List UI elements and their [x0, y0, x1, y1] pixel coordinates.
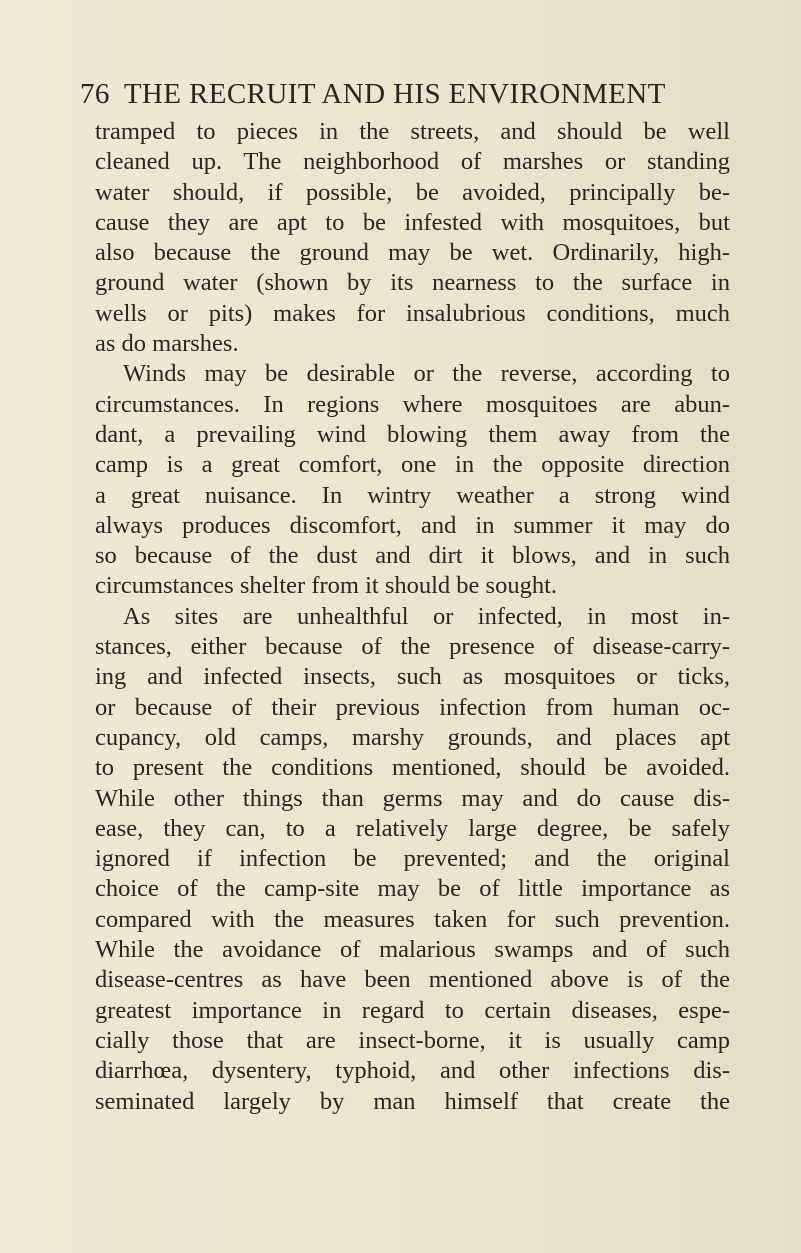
text-line: cleaned up. The neighborhood of marshes or standing — [95, 148, 730, 176]
text-line: disease-centres as have been mentioned above is of the — [95, 966, 730, 994]
text-line: While the avoidance of malarious swamps and of such — [95, 936, 730, 964]
text-line: tramped to pieces in the streets, and should be well — [95, 118, 730, 145]
running-title: THE RECRUIT AND HIS ENVIRONMENT — [123, 78, 666, 110]
text-line: cause they are apt to be infested with mosquitoes, but — [95, 208, 730, 236]
text-line: While other things than germs may and do cause dis- — [95, 784, 730, 812]
body-text — [95, 117, 730, 1117]
text-line: ease, they can, to a relatively large degree, be safely — [95, 814, 730, 842]
text-line: cupancy, old camps, marshy grounds, and places apt — [95, 723, 730, 751]
text-line: as do marshes. — [95, 330, 239, 358]
text-line: so because of the dust and dirt it blows, and in such — [95, 542, 730, 570]
text-line: As sites are unhealthful or infected, in most in- — [123, 602, 730, 630]
page-number: 76 — [80, 78, 110, 110]
text-line: or because of their previous infection from human oc- — [95, 693, 730, 721]
text-line: diarrhœa, dysentery, typhoid, and other infections dis- — [95, 1057, 730, 1085]
text-line: compared with the measures taken for such prevention. — [95, 905, 730, 933]
text-line: water should, if possible, be avoided, principally be- — [95, 178, 730, 206]
text-line: choice of the camp-site may be of little importance as — [95, 875, 730, 903]
running-head — [80, 78, 730, 111]
text-line: stances, either because of the presence of disease-carry- — [95, 633, 730, 661]
text-line: ground water (shown by its nearness to the surface in — [95, 269, 730, 297]
text-line: ing and infected insects, such as mosquitoes or ticks, — [95, 663, 730, 691]
text-line: Winds may be desirable or the reverse, according to — [123, 360, 730, 388]
text-line: greatest importance in regard to certain diseases, espe- — [95, 996, 730, 1024]
text-line: always produces discomfort, and in summer it may do — [95, 511, 730, 539]
text-line: a great nuisance. In wintry weather a strong wind — [95, 481, 730, 509]
text-line: circumstances. In regions where mosquitoes are abun- — [95, 390, 730, 418]
text-line: dant, a prevailing wind blowing them away from the — [95, 420, 730, 448]
text-line: camp is a great comfort, one in the opposite direction — [95, 451, 730, 479]
text-line: cially those that are insect-borne, it is usually camp — [95, 1026, 730, 1054]
text-line: seminated largely by man himself that create the — [95, 1087, 730, 1115]
text-line: to present the conditions mentioned, should be avoided. — [95, 754, 730, 782]
text-line: ignored if infection be prevented; and the original — [95, 845, 730, 873]
text-line: circumstances shelter from it should be sought. — [95, 572, 557, 600]
text-line: also because the ground may be wet. Ordinarily, high- — [95, 239, 730, 267]
text-line: wells or pits) makes for insalubrious conditions, much — [95, 299, 730, 327]
